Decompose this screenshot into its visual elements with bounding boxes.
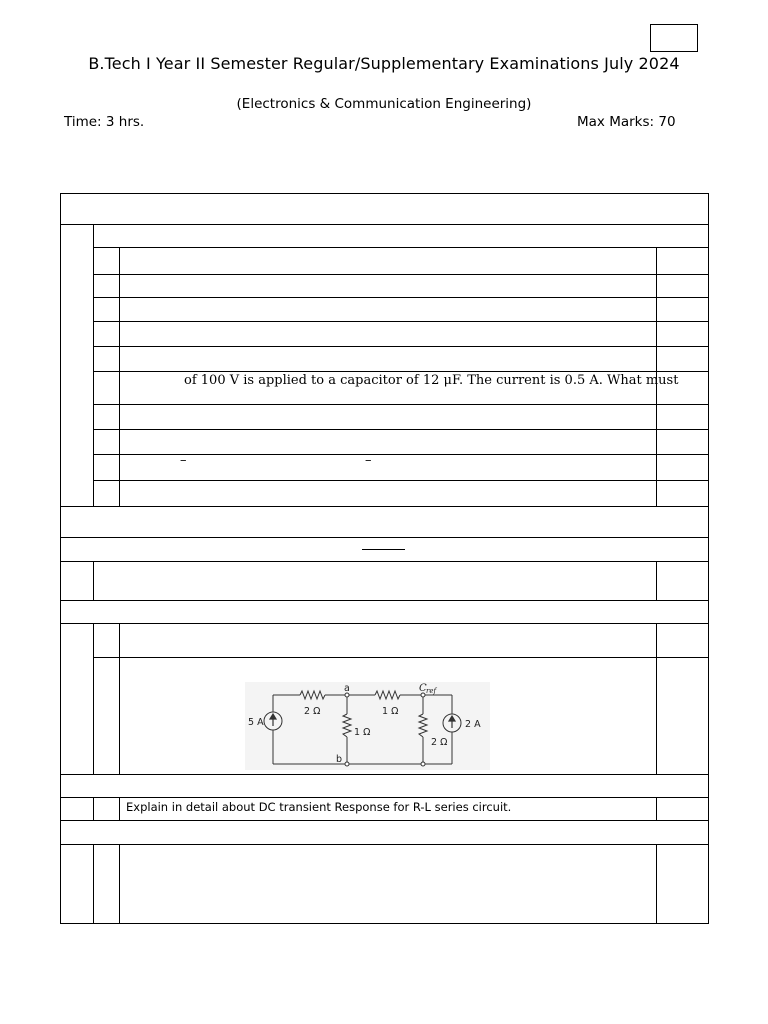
row-divider	[60, 623, 708, 624]
table-border-top	[60, 193, 708, 194]
row-divider	[93, 657, 708, 658]
table-border-bottom	[60, 923, 708, 924]
column-divider	[656, 797, 657, 820]
column-divider	[93, 797, 94, 820]
column-divider	[93, 623, 94, 774]
row-divider	[93, 274, 708, 275]
row-divider	[93, 429, 708, 430]
question-text: Explain in detail about DC transient Response for R-L series circuit.	[126, 800, 512, 814]
row-divider	[60, 506, 708, 507]
column-divider	[93, 561, 94, 600]
column-divider	[119, 797, 120, 820]
row-divider	[93, 247, 708, 248]
row-divider	[93, 480, 708, 481]
column-divider	[656, 844, 657, 924]
dash-mark: –	[365, 453, 372, 468]
column-divider	[93, 224, 94, 506]
column-divider	[93, 844, 94, 924]
exam-duration: Time: 3 hrs.	[64, 114, 145, 130]
source-label: 5 A	[248, 717, 264, 728]
max-marks: Max Marks: 70	[577, 114, 676, 130]
node-label: a	[344, 683, 350, 694]
column-divider	[119, 623, 120, 774]
resistor-label: 1 Ω	[354, 727, 371, 738]
row-divider	[60, 600, 708, 601]
node-label: C	[419, 683, 427, 694]
column-divider	[656, 623, 657, 774]
branch-name: (Electronics & Communication Engineering)	[236, 96, 532, 112]
dash-mark: –	[180, 453, 187, 468]
resistor-label: 1 Ω	[382, 706, 399, 717]
question-text: of 100 V is applied to a capacitor of 12 μF. The current is 0.5 A. What must	[184, 373, 679, 388]
row-divider	[60, 537, 708, 538]
row-divider	[93, 346, 708, 347]
hall-ticket-box	[650, 24, 698, 52]
row-divider	[93, 404, 708, 405]
resistor-label: 2 Ω	[431, 737, 448, 748]
row-divider	[60, 224, 708, 225]
section-underline	[362, 549, 405, 550]
source-label: 2 A	[465, 719, 481, 730]
resistor-label: 2 Ω	[304, 706, 321, 717]
row-divider	[60, 797, 708, 798]
row-divider	[93, 371, 708, 372]
row-divider	[60, 844, 708, 845]
column-divider	[119, 844, 120, 924]
column-divider	[119, 247, 120, 506]
node-label: b	[336, 754, 343, 765]
node-label-subscript: ref	[426, 687, 437, 695]
table-border-right	[708, 193, 709, 924]
row-divider	[93, 297, 708, 298]
row-divider	[93, 321, 708, 322]
row-divider	[60, 820, 708, 821]
table-border-left	[60, 193, 61, 924]
row-divider	[60, 561, 708, 562]
exam-title: B.Tech I Year II Semester Regular/Supplementary Examinations July 2024	[88, 54, 680, 73]
column-divider	[656, 561, 657, 600]
row-divider	[60, 774, 708, 775]
circuit-diagram	[245, 682, 490, 770]
